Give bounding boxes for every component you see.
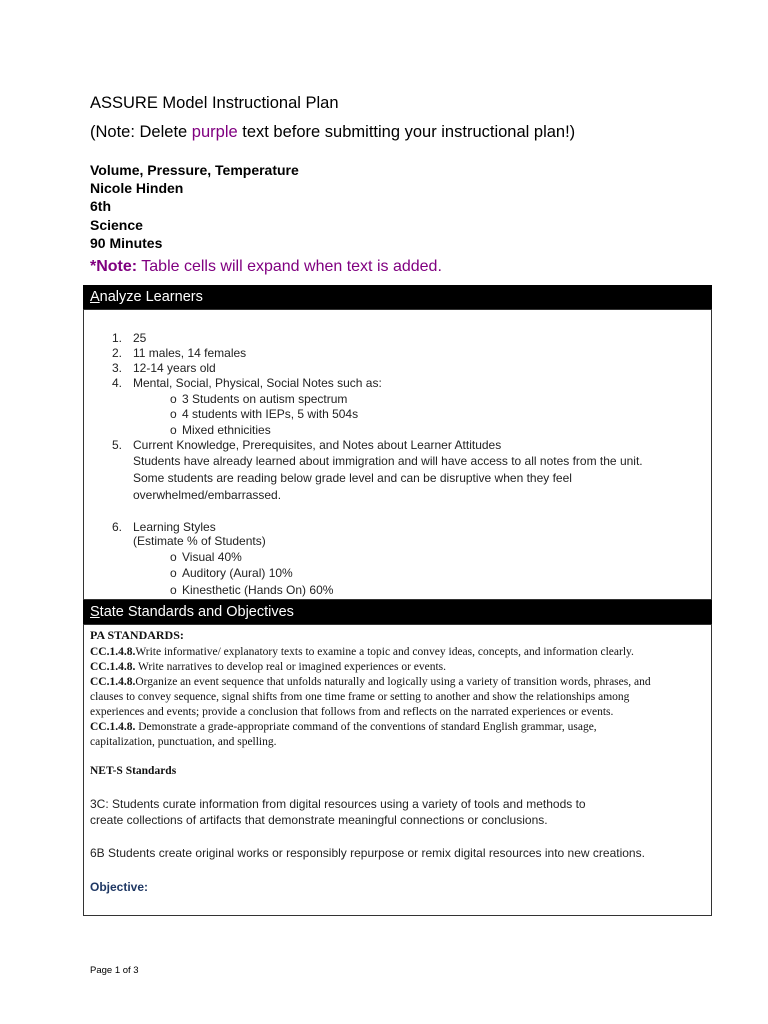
lesson-meta [90, 161, 299, 252]
pa-standard-line: experiences and events; provide a conclusion that follows from and reflects on the narrated experiences or events. [90, 706, 614, 718]
standards-heading: State Standards and Objectives [83, 600, 712, 624]
subject: Science [90, 216, 143, 233]
objective-label: Objective: [90, 880, 149, 894]
pa-standard-line: CC.1.4.8. Demonstrate a grade-appropriate command of the conventions of standard English grammar, usage, [90, 721, 597, 733]
nets-3c: 3C: Students curate information from digital resources using a variety of tools and methods to [90, 797, 586, 811]
pa-standard-line: CC.1.4.8.Write informative/ explanatory texts to examine a topic and convey ideas, concepts, and information clearly. [90, 646, 634, 658]
pa-standard-line: capitalization, punctuation, and spelling. [90, 736, 277, 748]
nets-3c-cont: create collections of artifacts that demonstrate meaningful connections or conclusions. [90, 813, 548, 827]
document-page: ASSURE Model Instructional Plan (Note: Delete purple text before submitting your instructional plan!) Volume, Pressure, Temperature Nicole Hinden 6th Science 90 Minutes *Note: Table cells will expand when text is added. Analyze Learners 1. 25 2. 11 males, 14 females 3. 12-14 years old 4. Mental, Social, Physical, Social Notes such as: o 3 Students on autism spectrum o 4 students with IEPs, 5 with 504s o Mixed ethnicities 5. Current Knowledge, Prerequisites, and Notes about Learner Attitudes Students have already learned about immigration and will have access to all notes from the unit. Some students are reading below grade level and can be disruptive when they feel overwhelmed/embarrassed. 6. Learning Styles (Estimate % of Students) o Visual 40% o Auditory (Aural) 10% o Kinesthetic (Hands On) 60% State Standards and Objectives PA STANDARDS: CC.1.4.8.Write informative/ explanatory texts to examine a topic and convey ideas, concepts, and information clearly. CC.1.4.8. Write narratives to develop real or imagined experiences or events. CC.1.4.8.Organize an event sequence that unfolds naturally and logically using a variety of transition words, phrases, and clauses to convey sequence, signal shifts from one time frame or setting to another and show the relationships among experiences and events; provide a conclusion that follows from and reflects on the narrated experiences or events. CC.1.4.8. Demonstrate a grade-appropriate command of the conventions of standard English grammar, usage, capitalization, punctuation, and spelling. NET-S Standards 3C: Students curate information from digital resources using a variety of tools and methods to create collections of artifacts that demonstrate meaningful connections or conclusions. 6B Students create original works or responsibly repurpose or remix digital resources into new creations. Objective: Page 1 of 3 [0, 0, 768, 1024]
duration: 90 Minutes [90, 234, 163, 251]
teacher-name: Nicole Hinden [90, 180, 184, 197]
pa-standard-line: CC.1.4.8.Organize an event sequence that unfolds naturally and logically using a variety of transition words, phrases, and [90, 676, 651, 688]
pa-standard-line: clauses to convey sequence, signal shifts from one time frame or setting to another and show the relationships among [90, 691, 630, 703]
pa-standard-line: CC.1.4.8. Write narratives to develop real or imagined experiences or events. [90, 661, 447, 673]
analyze-learners-heading: Analyze Learners [83, 285, 712, 309]
pa-standards-label: PA STANDARDS: [90, 628, 184, 642]
lesson-topic: Volume, Pressure, Temperature [90, 162, 299, 178]
nets-label: NET-S Standards [90, 765, 177, 777]
page-number: Page 1 of 3 [90, 965, 139, 976]
grade-level: 6th [90, 198, 111, 215]
delete-note: (Note: Delete purple text before submitting your instructional plan!) [90, 123, 576, 141]
purple-word: purple [191, 123, 238, 141]
table-note: *Note: Table cells will expand when text is added. [90, 258, 442, 275]
nets-6b: 6B Students create original works or responsibly repurpose or remix digital resources into new creations. [90, 846, 645, 860]
page-title: ASSURE Model Instructional Plan [90, 94, 339, 112]
